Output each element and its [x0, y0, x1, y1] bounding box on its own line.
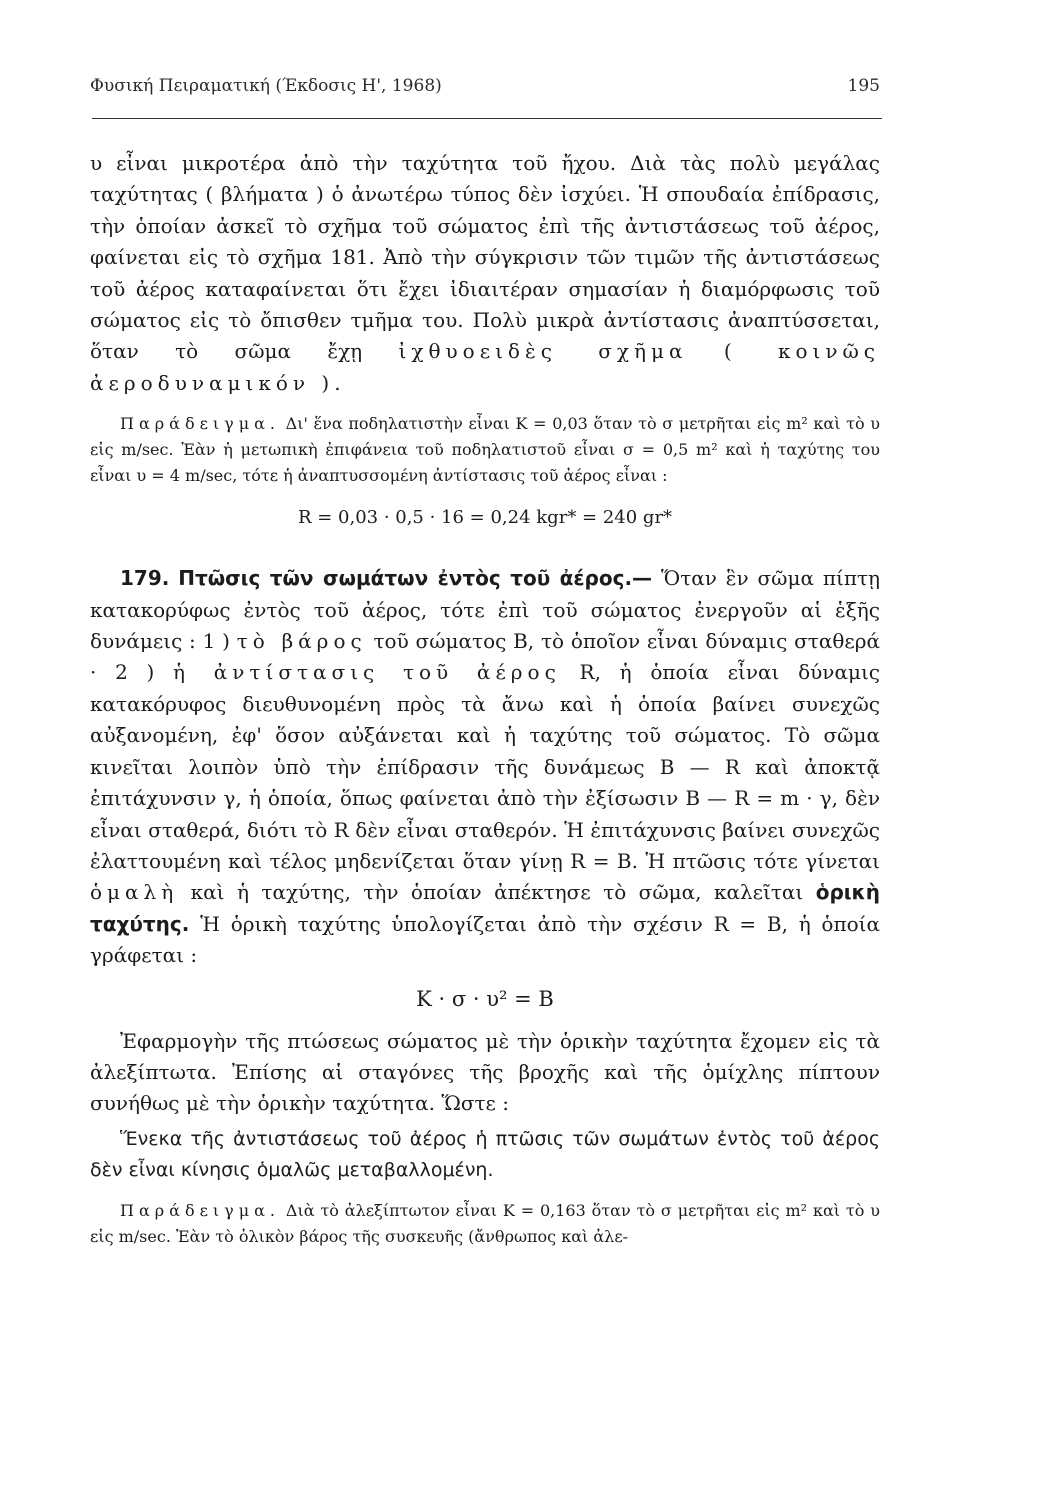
section-number: 179. — [120, 566, 170, 591]
resistance-formula: R = 0,03 · 0,5 · 16 = 0,24 kgr* = 240 gr* — [297, 507, 673, 529]
section-text: R, ἡ ὁποία εἶναι δύναμις κατακόρυφος διευθυνομένη πρὸς τὰ ἄνω καὶ ἡ ὁποία βαίνει συνεχῶς αὐξανομένη, ἐφ' ὅσον αὐξάνεται καὶ ἡ ταχύτης τοῦ σώματος. Τὸ σῶμα κινεῖται λοιπὸν ὑπὸ τὴν ἐπίδρασιν τῆς δυνάμεως Β — R καὶ ἀποκτᾷ ἐπιτάχυνσιν γ, ἡ ὁποία, ὅπως φαίνεται ἀπὸ τὴν ἐξίσωσιν Β — R = m · γ, δὲν εἶναι σταθερά, διότι τὸ R δὲν εἶναι σταθερόν. Ἡ ἐπιτάχυνσις βαίνει συνεχῶς ἐλαττουμένη καὶ τέλος μηδενίζεται ὅταν γίνῃ R = Β. Ἡ πτῶσις τότε γίνεται — [90, 660, 880, 873]
section-text: Ὅταν ἓν σῶμα πίπτῃ κατακορύφως ἐντὸς τοῦ ἀέρος, τότε ἐπὶ τοῦ σώματος ἐνεργοῦν αἱ ἑξῆς δυνάμεις : 1 ) — [90, 566, 881, 654]
section-text: τοῦ σώματος Β, τὸ ὁποῖον εἶναι δύναμις σταθερά · 2 ) — [90, 629, 881, 685]
spaced-term: τὸ βάρος — [236, 629, 367, 654]
page-number: 195 — [847, 76, 880, 96]
paragraph-application: Ἐφαρμογὴν τῆς πτώσεως σώματος μὲ τὴν ὁρικὴν ταχύτητα ἔχομεν εἰς τὰ ἀλεξίπτωτα. Ἐπίσης αἱ σταγόνες τῆς βροχῆς καὶ τῆς ὁμίχλης πίπτουν συνήθως μὲ τὴν ὁρικὴν ταχύτητα. Ὥστε : — [90, 1028, 880, 1116]
running-header — [90, 76, 880, 102]
spaced-term: ἰχθυοειδὲς σχῆμα — [398, 339, 688, 364]
section-text: Ἡ ὁρικὴ ταχύτης ὑπολογίζεται ἀπὸ τὴν σχέσιν R = Β, ἡ ὁποία γράφεται : — [90, 911, 880, 968]
section-title: Πτῶσις τῶν σωμάτων ἐντὸς τοῦ ἀέρος.— — [178, 566, 653, 591]
spaced-term: ( κοινῶς ἀεροδυναμικόν ). — [90, 339, 881, 395]
spaced-term: ὁμαλὴ — [90, 880, 179, 905]
header-rule — [92, 118, 882, 119]
example-parachute — [90, 1198, 880, 1250]
example-text: Δι' ἕνα ποδηλατιστὴν εἶναι Κ = 0,03 ὅταν τὸ σ μετρῆται εἰς m² καὶ τὸ υ εἰς m/sec. Ἐὰν ἡ μετωπικὴ ἐπιφάνεια τοῦ ποδηλατιστοῦ εἶναι σ = 0,5 m² καὶ ἡ ταχύτης του εἶναι υ = 4 m/sec, τότε ἡ ἀναπτυσσομένη ἀντίστασις τοῦ ἀέρος εἶναι : — [90, 414, 880, 486]
page-body — [90, 148, 880, 1250]
paragraph-text: υ εἶναι μικροτέρα ἀπὸ τὴν ταχύτητα τοῦ ἤχου. Διὰ τὰς πολὺ μεγάλας ταχύτητας ( βλήματα ) ὁ ἀνωτέρω τύπος δὲν ἰσχύει. Ἡ σπουδαία ἐπίδρασις, τὴν ὁποίαν ἀσκεῖ τὸ σχῆμα τοῦ σώματος ἐπὶ τῆς ἀντιστάσεως τοῦ ἀέρος, φαίνεται εἰς τὸ σχῆμα 181. Ἀπὸ τὴν σύγκρισιν τῶν τιμῶν τῆς ἀντιστάσεως τοῦ ἀέρος καταφαίνεται ὅτι ἔχει ἰδιαιτέραν σημασίαν ἡ διαμόρφωσις τοῦ σώματος εἰς τὸ ὄπισθεν τμῆμα του. Πολὺ μικρὰ ἀντίστασις ἀναπτύσσεται, ὅταν τὸ σῶμα ἔχῃ — [90, 151, 880, 364]
rule-statement: Ἕνεκα τῆς ἀντιστάσεως τοῦ ἀέρος ἡ πτῶσις τῶν σωμάτων ἐντὸς τοῦ ἀέρος δὲν εἶναι κίνησις ὁμαλῶς μεταβαλλομένη. — [90, 1127, 880, 1181]
example-cyclist — [90, 411, 880, 489]
section-179 — [90, 563, 880, 971]
example-label: Παράδειγμα. — [120, 1200, 281, 1220]
terminal-velocity-formula: Κ · σ · υ² = Β — [416, 986, 554, 1011]
header-title: Φυσική Πειραματική (Έκδοσις Η', 1968) — [90, 76, 442, 96]
example-text: Διὰ τὸ ἀλεξίπτωτον εἶναι Κ = 0,163 ὅταν τὸ σ μετρῆται εἰς m² καὶ τὸ υ εἰς m/sec. Ἐὰν τὸ ὁλικὸν βάρος τῆς συσκευῆς (ἄνθρωπος καὶ ἀλε- — [90, 1200, 880, 1246]
paragraph-shape-effect — [90, 148, 880, 399]
example-label: Παράδειγμα. — [120, 414, 281, 434]
bold-term: ὁρικὴ ταχύτης. — [90, 880, 880, 936]
spaced-term: ἡ ἀντίστασις τοῦ ἀέρος — [173, 660, 561, 685]
section-text: καὶ ἡ ταχύτης, τὴν ὁποίαν ἀπέκτησε τὸ σῶμα, καλεῖται — [190, 880, 804, 905]
